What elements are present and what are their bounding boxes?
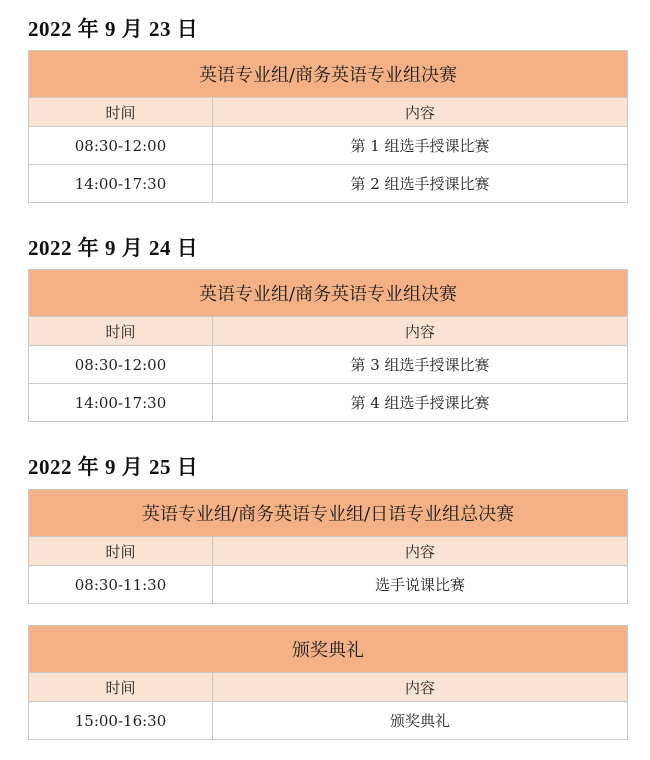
content-cell: 颁奖典礼 xyxy=(213,702,628,740)
table-title: 英语专业组/商务英语专业组/日语专业组总决赛 xyxy=(29,490,628,537)
content-cell: 第 2 组选手授课比赛 xyxy=(213,165,628,203)
time-cell: 14:00-17:30 xyxy=(29,384,213,422)
column-header-content: 内容 xyxy=(213,98,628,127)
time-cell: 15:00-16:30 xyxy=(29,702,213,740)
table-row xyxy=(29,346,628,384)
content-cell: 选手说课比赛 xyxy=(213,566,628,604)
table-row xyxy=(29,165,628,203)
column-header-time: 时间 xyxy=(29,98,213,127)
schedule-table xyxy=(28,625,628,740)
time-cell: 08:30-12:00 xyxy=(29,346,213,384)
date-heading: 2022 年 9 月 24 日 xyxy=(28,236,199,260)
time-cell: 14:00-17:30 xyxy=(29,165,213,203)
column-header-content: 内容 xyxy=(213,317,628,346)
table-row xyxy=(29,384,628,422)
table-row xyxy=(29,566,628,604)
schedule-table xyxy=(28,50,628,203)
date-heading: 2022 年 9 月 23 日 xyxy=(28,17,199,41)
table-row xyxy=(29,702,628,740)
column-header-content: 内容 xyxy=(213,673,628,702)
time-cell: 08:30-12:00 xyxy=(29,127,213,165)
column-header-content: 内容 xyxy=(213,537,628,566)
table-title: 英语专业组/商务英语专业组决赛 xyxy=(29,270,628,317)
column-header-time: 时间 xyxy=(29,317,213,346)
schedule-table xyxy=(28,489,628,604)
time-cell: 08:30-11:30 xyxy=(29,566,213,604)
table-row xyxy=(29,127,628,165)
date-heading: 2022 年 9 月 25 日 xyxy=(28,455,199,479)
column-header-time: 时间 xyxy=(29,537,213,566)
column-header-time: 时间 xyxy=(29,673,213,702)
content-cell: 第 1 组选手授课比赛 xyxy=(213,127,628,165)
schedule-table xyxy=(28,269,628,422)
content-cell: 第 3 组选手授课比赛 xyxy=(213,346,628,384)
content-cell: 第 4 组选手授课比赛 xyxy=(213,384,628,422)
table-title: 英语专业组/商务英语专业组决赛 xyxy=(29,51,628,98)
table-title: 颁奖典礼 xyxy=(29,626,628,673)
